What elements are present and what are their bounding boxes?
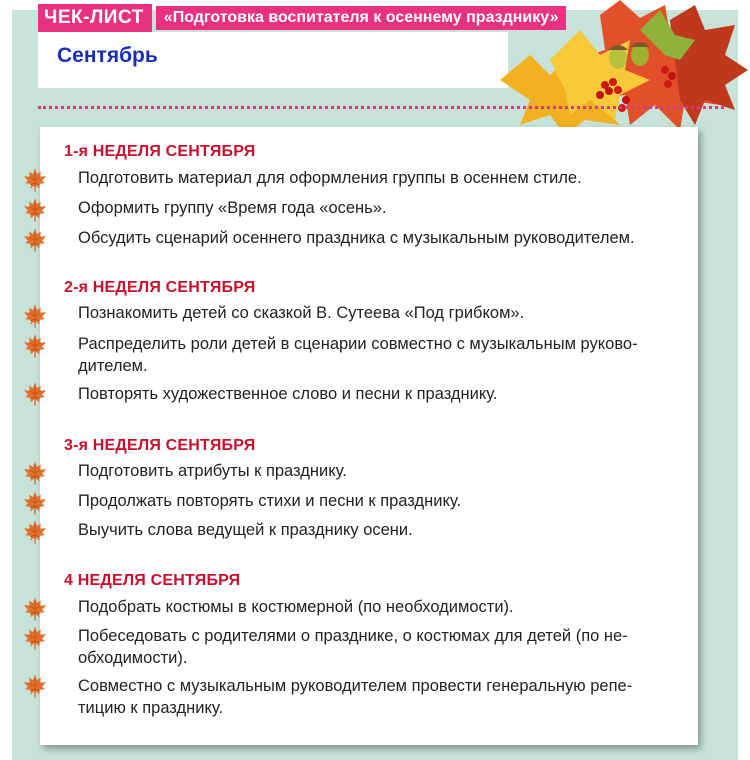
maple-leaf-icon [21, 490, 49, 516]
dotted-divider [38, 106, 724, 109]
list-item: Распределить роли детей в сценарии совместно с музыкальным руково- дителем. [78, 335, 638, 375]
maple-leaf-icon [21, 227, 49, 253]
list-item: Обсудить сценарий осеннего праздника с музыкальным руководителем. [78, 229, 635, 247]
maple-leaf-icon [21, 673, 49, 699]
list-item: Выучить слова ведущей к празднику осени. [78, 521, 413, 539]
list-item: Подготовить материал для оформления группы в осеннем стиле. [78, 169, 582, 187]
maple-leaf-icon [21, 167, 49, 193]
autumn-leaves-decoration [490, 0, 750, 135]
list-item: Побеседовать с родителями о празднике, о костюмах для детей (по не- обходимости). [78, 627, 628, 667]
header-bar [38, 4, 566, 32]
list-item: Продолжать повторять стихи и песни к празднику. [78, 492, 462, 510]
section-title-week-3: 3-я НЕДЕЛЯ СЕНТЯБРЯ [64, 437, 256, 454]
maple-leaf-icon [21, 596, 49, 622]
checklist-tag: ЧЕК-ЛИСТ [38, 4, 152, 32]
list-item: Подобрать костюмы в костюмерной (по необходимости). [78, 598, 514, 616]
maple-leaf-icon [21, 333, 49, 359]
maple-leaf-icon [21, 625, 49, 651]
list-item: Оформить группу «Время года «осень». [78, 199, 387, 217]
list-item: Подготовить атрибуты к празднику. [78, 462, 347, 480]
maple-leaf-icon [21, 381, 49, 407]
maple-leaf-icon [21, 303, 49, 329]
list-item: Познакомить детей со сказкой В. Сутеева «Под грибком». [78, 304, 525, 322]
section-title-week-2: 2-я НЕДЕЛЯ СЕНТЯБРЯ [64, 279, 256, 296]
checklist-title: «Подготовка воспитателя к осеннему празднику» [156, 6, 567, 30]
maple-leaf-icon [21, 197, 49, 223]
section-title-week-4: 4 НЕДЕЛЯ СЕНТЯБРЯ [64, 572, 241, 589]
list-item: Повторять художественное слово и песни к празднику. [78, 385, 498, 403]
page-title: Сентябрь [57, 44, 158, 67]
maple-leaf-icon [21, 519, 49, 545]
section-title-week-1: 1-я НЕДЕЛЯ СЕНТЯБРЯ [64, 143, 256, 160]
list-item: Совместно с музыкальным руководителем провести генеральную репе- тицию к празднику. [78, 677, 633, 717]
maple-leaf-icon [21, 460, 49, 486]
